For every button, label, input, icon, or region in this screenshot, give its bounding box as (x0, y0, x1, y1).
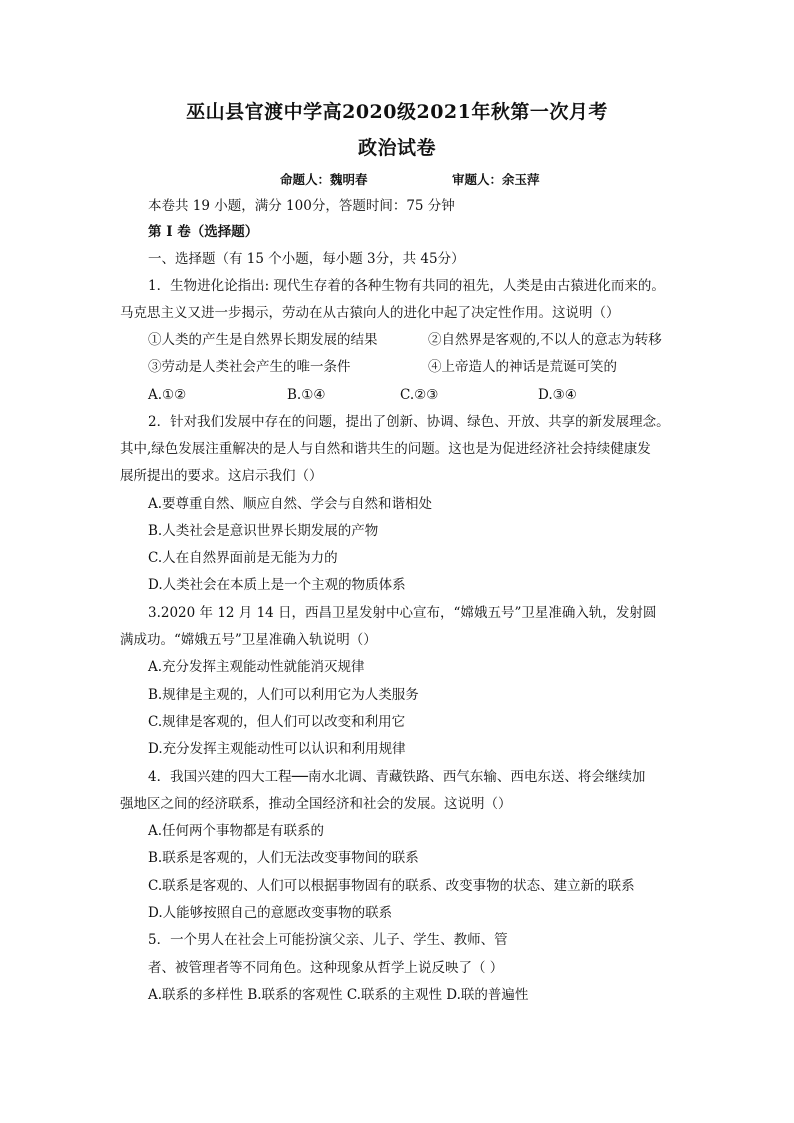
q5-stem-line1: 5．一个男人在社会上可能扮演父亲、儿子、学生、教师、管 (148, 932, 508, 948)
q4-choice-b: B.联系是客观的，人们无法改变事物间的联系 (148, 850, 419, 866)
q2-choice-c: C.人在自然界面前是无能为力的 (148, 550, 338, 566)
q3-choice-d: D.充分发挥主观能动性可以认识和利用规律 (148, 741, 406, 757)
q4-choice-c: C.联系是客观的、人们可以根据事物固有的联系、改变事物的状态、建立新的联系 (148, 878, 635, 894)
q2-choice-d: D.人类社会在本质上是一个主观的物质体系 (148, 577, 406, 593)
author-name: 命题人：魏明春 (280, 172, 368, 187)
q2-stem-line2: 其中,绿色发展注重解决的是人与自然和谐共生的问题。这也是为促进经济社会持续健康发 (120, 441, 651, 457)
q1-stem-line2: 马克思主义又进一步揭示，劳动在从古猿向人的进化中起了决定性作用。这说明（） (120, 305, 620, 321)
q1-choice-c: C.②③ (400, 387, 439, 403)
reviewer-name: 审题人：余玉萍 (452, 172, 540, 187)
q5-choices: A.联系的多样性 B.联系的客观性 C.联系的主观性 D.联的普遍性 (148, 987, 529, 1003)
q1-statement-4: ④上帝造人的神话是荒诞可笑的 (428, 359, 617, 375)
q1-statement-3: ③劳动是人类社会产生的唯一条件 (148, 359, 351, 375)
q3-stem-line1: 3.2020 年 12 月 14 日，西昌卫星发射中心宣布，“嫦娥五号”卫星准确入轨，发射圆 (148, 605, 657, 621)
q1-choice-d: D.③④ (538, 387, 577, 403)
q2-choice-b: B.人类社会是意识世界长期发展的产物 (148, 523, 379, 539)
q1-statement-2: ②自然界是客观的,不以人的意志为转移 (428, 332, 662, 348)
q3-choice-b: B.规律是主观的，人们可以利用它为人类服务 (148, 687, 419, 703)
q4-choice-d: D.人能够按照自己的意愿改变事物的联系 (148, 905, 393, 921)
q5-stem-line2: 者、被管理者等不同角色。这种现象从哲学上说反映了（ ） (148, 960, 504, 976)
q1-statement-1: ①人类的产生是自然界长期发展的结果 (148, 332, 378, 348)
q2-choice-a: A.要尊重自然、顺应自然、学会与自然和谐相处 (148, 496, 433, 512)
q1-stem-line1: 1．生物进化论指出: 现代生存着的各种生物有共同的祖先，人类是由古猿进化而来的。 (148, 278, 665, 294)
q4-stem-line2: 强地区之间的经济联系，推动全国经济和社会的发展。这说明（） (120, 796, 512, 812)
q3-choice-a: A.充分发挥主观能动性就能消灭规律 (148, 659, 365, 675)
q2-stem-line1: 2．针对我们发展中存在的问题，提出了创新、协调、绿色、开放、共享的新发展理念。 (148, 414, 670, 430)
q3-stem-line2: 满成功。“嫦娥五号”卫星准确入轨说明（） (120, 632, 377, 648)
q4-stem-line1: 4．我国兴建的四大工程──南水北调、青藏铁路、西气东输、西电东送、将会继续加 (148, 769, 646, 785)
q1-choice-b: B.①④ (287, 387, 326, 403)
q3-choice-c: C.规律是客观的，但人们可以改变和利用它 (148, 714, 406, 730)
exam-subject: 政治试卷 (357, 137, 436, 159)
part-heading: 第 I 卷（选择题） (148, 224, 259, 240)
section-heading: 一、选择题（有 15 个小题，每小题 3分，共 45分） (148, 251, 465, 267)
exam-intro: 本卷共 19 小题，满分 100分，答题时间：75 分钟 (148, 198, 455, 214)
q2-stem-line3: 展所提出的要求。这启示我们（） (120, 468, 323, 484)
exam-title: 巫山县官渡中学高2020级2021年秋第一次月考 (186, 101, 608, 123)
q4-choice-a: A.任何两个事物都是有联系的 (148, 823, 325, 839)
q1-choice-a: A.①② (148, 387, 187, 403)
